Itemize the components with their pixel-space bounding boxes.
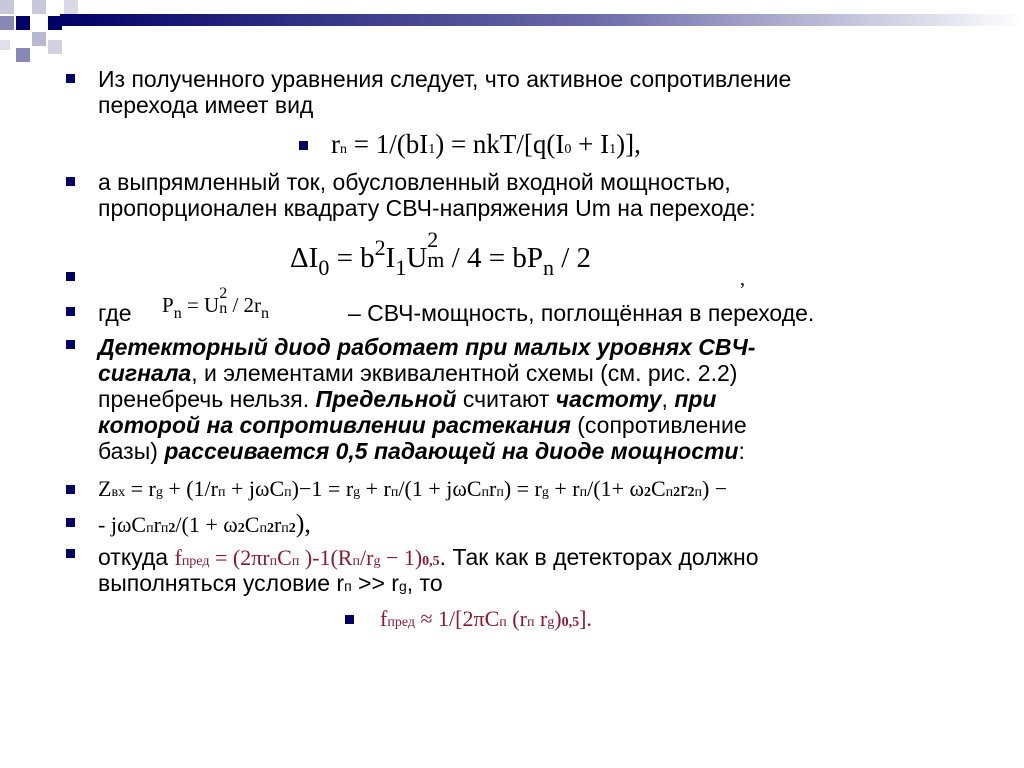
bullet-icon (66, 272, 75, 281)
checker-grid-icon (0, 0, 78, 62)
bullet-icon (66, 518, 75, 527)
paragraph-line: Из полученного уравнения следует, что активное сопротивление (98, 66, 792, 92)
equation-zvx: Zвх = rg + (1/rп + jωCп)−1 = rg + rп/(1 + jωCпrп) = rg + rп/(1+ ω2Cп2r2п) − (98, 476, 728, 501)
paragraph-line: перехода имеет вид (98, 92, 314, 118)
paragraph-line: которой на сопротивлении растекания (сопротивление (98, 412, 747, 438)
bullet-icon (299, 141, 308, 150)
paragraph-line: пренебречь нельзя. Предельной считают частоту, при (98, 386, 717, 412)
header-decoration (0, 0, 1024, 64)
bullet-icon (66, 340, 75, 349)
paragraph-line: выполняться условие rп >> rg, то (98, 570, 443, 596)
paragraph-line: – СВЧ-мощность, поглощённая в переходе. (348, 300, 815, 326)
equation-fpred-approx: fпред ≈ 1/[2πCп (rп rg)0,5]. (380, 606, 592, 631)
equation-delta-i: $\Delta I_0 = b^2I_1U$ 2 m / $4 = bP_n / 2$ (290, 227, 592, 280)
equation-comma: , (740, 268, 745, 290)
bullet-icon (66, 74, 75, 83)
equation-rn: rn = 1/(bI1) = nkT/[q(I0 + I1)], (331, 129, 641, 159)
bullet-icon (66, 485, 75, 494)
bullet-icon (345, 615, 354, 624)
paragraph-line: пропорционален квадрату СВЧ-напряжения Um на переходе: (98, 195, 756, 221)
paragraph-line: Детекторный диод работает при малых уровнях СВЧ- (98, 334, 756, 360)
where-label: где (98, 300, 132, 326)
bullet-icon (66, 549, 75, 558)
paragraph-line: сигнала, и элементами эквивалентной схемы (см. рис. 2.2) (98, 360, 738, 386)
equation-pn: $P_n = U$ 2 n / $2r_n$ (162, 285, 270, 322)
paragraph-line: откуда fпред = (2πrпCп )-1(Rп/rg − 1)0,5. Так как в детекторах должно (98, 544, 759, 570)
bullet-icon (66, 177, 75, 186)
paragraph-line: а выпрямленный ток, обусловленный входной мощностью, (98, 169, 731, 195)
equation-continuation: - jωCпrп2/(1 + ω2Cп2rп2), (98, 509, 311, 538)
bullet-icon (66, 307, 75, 316)
paragraph-line: базы) рассеивается 0,5 падающей на диоде мощности: (98, 438, 745, 464)
